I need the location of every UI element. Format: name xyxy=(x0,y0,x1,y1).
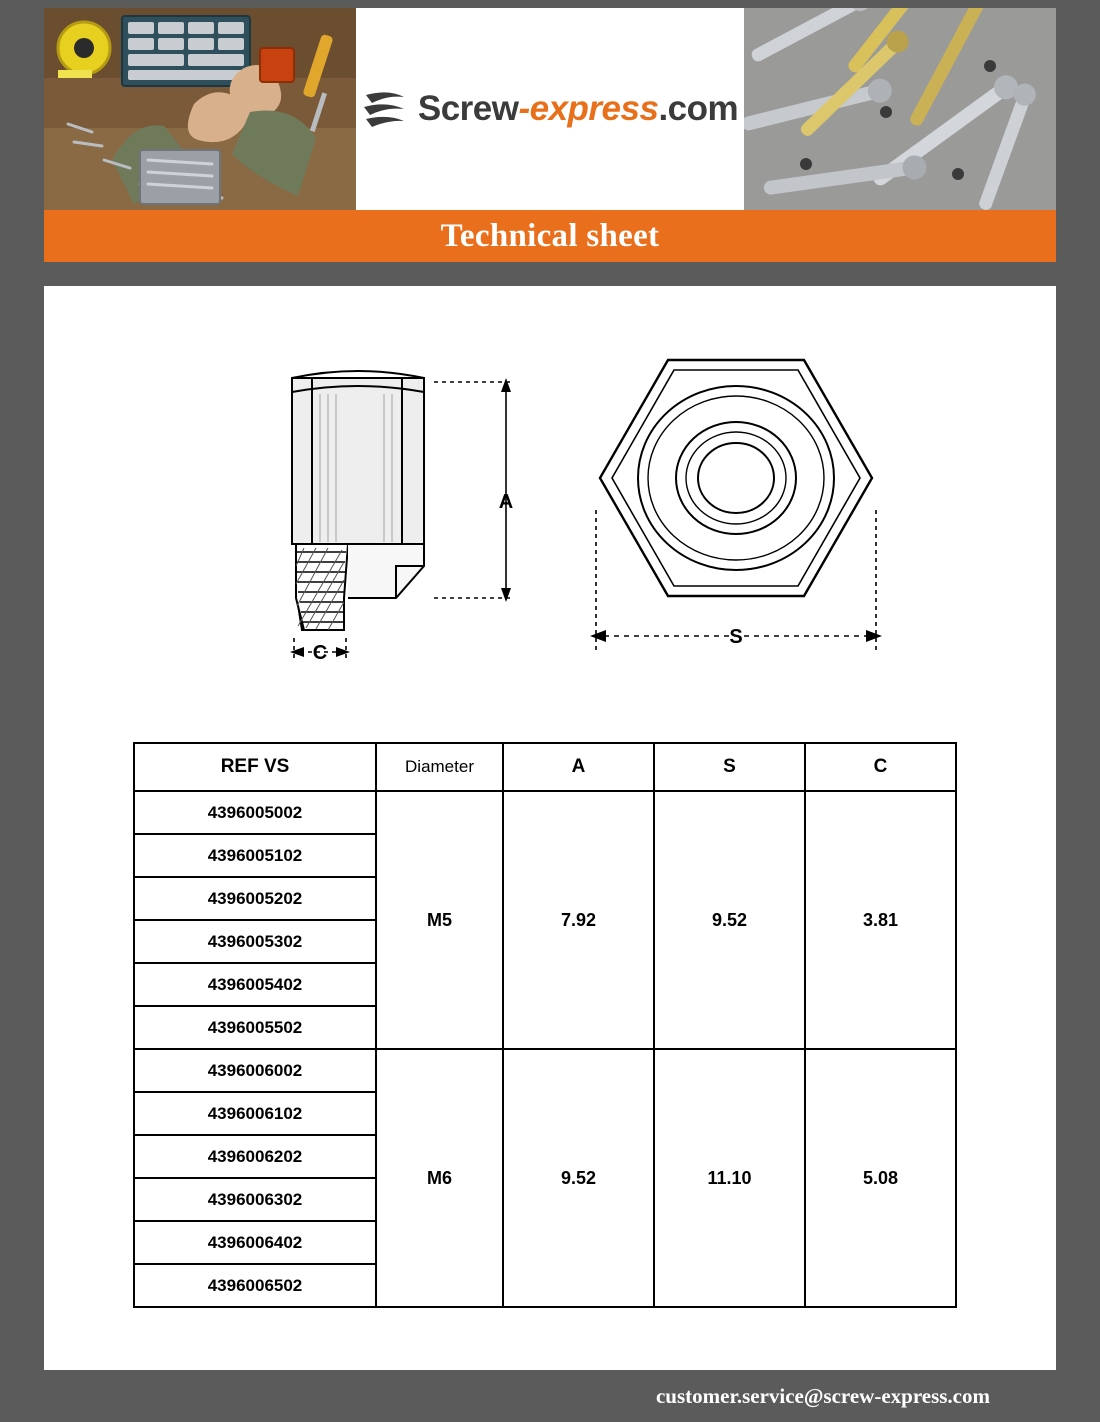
ref-cell: 4396006102 xyxy=(134,1092,376,1135)
swoosh-icon xyxy=(362,87,408,131)
nut-technical-drawing xyxy=(44,330,1056,720)
swoosh-icon-graphic xyxy=(362,87,408,131)
page-header xyxy=(44,8,1056,210)
table-header-row xyxy=(134,743,956,791)
diameter-cell: M5 xyxy=(376,791,503,1049)
brand-part-screw: Screw xyxy=(417,89,519,128)
top-frame-strip xyxy=(44,0,1056,8)
table-header-ref: REF VS xyxy=(134,743,376,791)
specification-table xyxy=(133,742,957,1308)
brand-logo-text xyxy=(418,89,738,129)
table-header-diameter: Diameter xyxy=(376,743,503,791)
table-row xyxy=(134,791,956,834)
s-cell: 11.10 xyxy=(654,1049,805,1307)
screws-pile-photo xyxy=(744,8,1056,210)
page-title: Technical sheet xyxy=(440,217,660,254)
table-header-s: S xyxy=(654,743,805,791)
brand-logo xyxy=(356,8,744,210)
c-cell: 5.08 xyxy=(805,1049,956,1307)
ref-cell: 4396005402 xyxy=(134,963,376,1006)
s-cell: 9.52 xyxy=(654,791,805,1049)
footer-gap xyxy=(44,1352,1056,1370)
screws-pile-photo-graphic xyxy=(744,8,1056,210)
table-header-a: A xyxy=(503,743,654,791)
ref-cell: 4396005102 xyxy=(134,834,376,877)
workbench-photo xyxy=(44,8,356,210)
ref-cell: 4396005302 xyxy=(134,920,376,963)
ref-cell: 4396005502 xyxy=(134,1006,376,1049)
left-frame-bar xyxy=(0,0,44,1422)
ref-cell: 4396006202 xyxy=(134,1135,376,1178)
ref-cell: 4396006402 xyxy=(134,1221,376,1264)
table-header-c: C xyxy=(805,743,956,791)
dimension-label-a: A xyxy=(498,491,514,513)
dimension-label-c: C xyxy=(312,642,328,664)
ref-cell: 4396005002 xyxy=(134,791,376,834)
ref-cell: 4396005202 xyxy=(134,877,376,920)
c-cell: 3.81 xyxy=(805,791,956,1049)
product-drawing xyxy=(44,330,1056,720)
right-frame-bar xyxy=(1056,0,1100,1422)
a-cell: 9.52 xyxy=(503,1049,654,1307)
a-cell: 7.92 xyxy=(503,791,654,1049)
brand-part-express: -express xyxy=(518,89,659,128)
ref-cell: 4396006002 xyxy=(134,1049,376,1092)
dimension-label-s: S xyxy=(729,626,743,648)
diameter-cell: M6 xyxy=(376,1049,503,1307)
sheet-title-band xyxy=(44,210,1056,262)
brand-part-dotcom: .com xyxy=(658,89,739,128)
ref-cell: 4396006302 xyxy=(134,1178,376,1221)
title-underbar xyxy=(44,262,1056,286)
page-footer xyxy=(44,1370,1056,1422)
table-row xyxy=(134,1049,956,1092)
ref-cell: 4396006502 xyxy=(134,1264,376,1307)
workbench-photo-graphic xyxy=(44,8,356,210)
contact-email[interactable]: customer.service@screw-express.com xyxy=(655,1383,990,1408)
specification-table-wrapper xyxy=(133,742,945,1308)
